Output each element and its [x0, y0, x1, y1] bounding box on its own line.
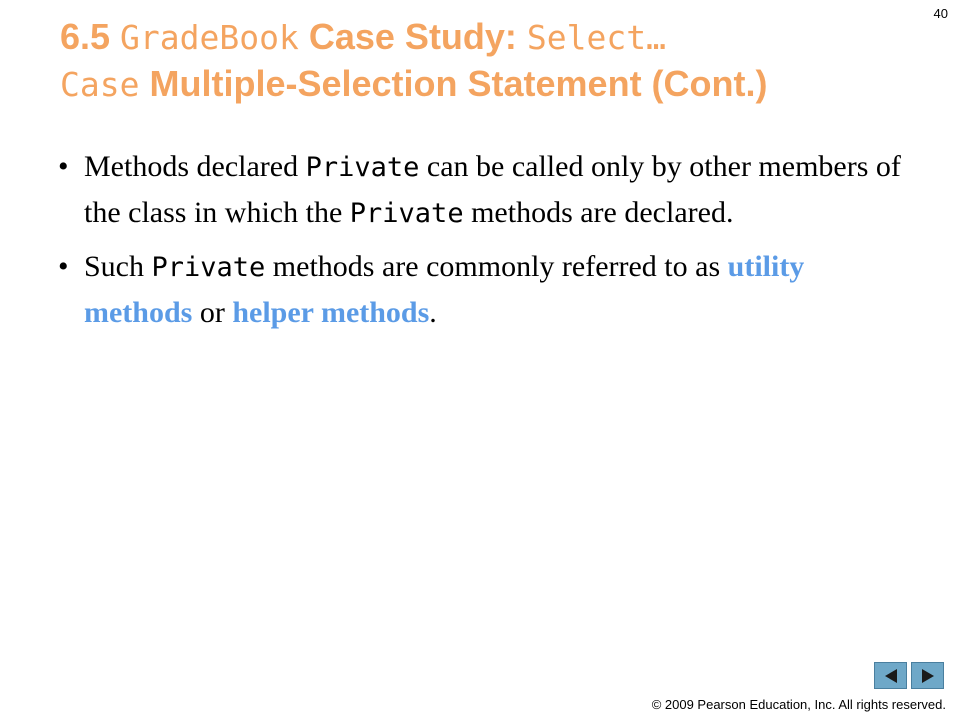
- previous-slide-button[interactable]: [874, 662, 907, 689]
- bullet-glyph: •: [58, 150, 69, 183]
- term-utility-methods: utility methods: [84, 250, 805, 329]
- bullet-text: or: [192, 296, 233, 329]
- page-number: 40: [933, 6, 948, 21]
- next-slide-button[interactable]: [911, 662, 944, 689]
- bullet-text: methods are declared.: [463, 196, 734, 229]
- title-part-select: Select…: [526, 18, 666, 57]
- slide-navigation: [874, 662, 944, 689]
- title-part-statement: Multiple-Selection Statement (Cont.): [139, 63, 768, 104]
- title-part-section: 6.5: [60, 16, 121, 57]
- bullet-text: methods are commonly referred to as: [265, 250, 728, 283]
- title-part-case: Case: [60, 65, 140, 104]
- title-part-gradebook: GradeBook: [120, 18, 299, 57]
- code-keyword: Private: [349, 198, 464, 229]
- bullet-text: Methods declared: [84, 150, 306, 183]
- bullet-text: .: [429, 296, 437, 329]
- title-part-case-study: Case Study:: [298, 16, 527, 57]
- triangle-right-icon: [921, 668, 935, 684]
- term-helper-methods: helper methods: [232, 296, 430, 329]
- triangle-left-icon: [884, 668, 898, 684]
- copyright-notice: © 2009 Pearson Education, Inc. All rights reserved.: [651, 697, 946, 712]
- bullet-list: [58, 144, 903, 343]
- slide-title: [60, 14, 920, 108]
- bullet-item: [58, 244, 903, 335]
- bullet-text: can be called only by other members of the class in which the: [84, 150, 901, 229]
- code-keyword: Private: [151, 252, 266, 283]
- bullet-item: [58, 144, 903, 236]
- bullet-text: Such: [84, 250, 152, 283]
- bullet-glyph: •: [58, 250, 69, 283]
- code-keyword: Private: [305, 152, 420, 183]
